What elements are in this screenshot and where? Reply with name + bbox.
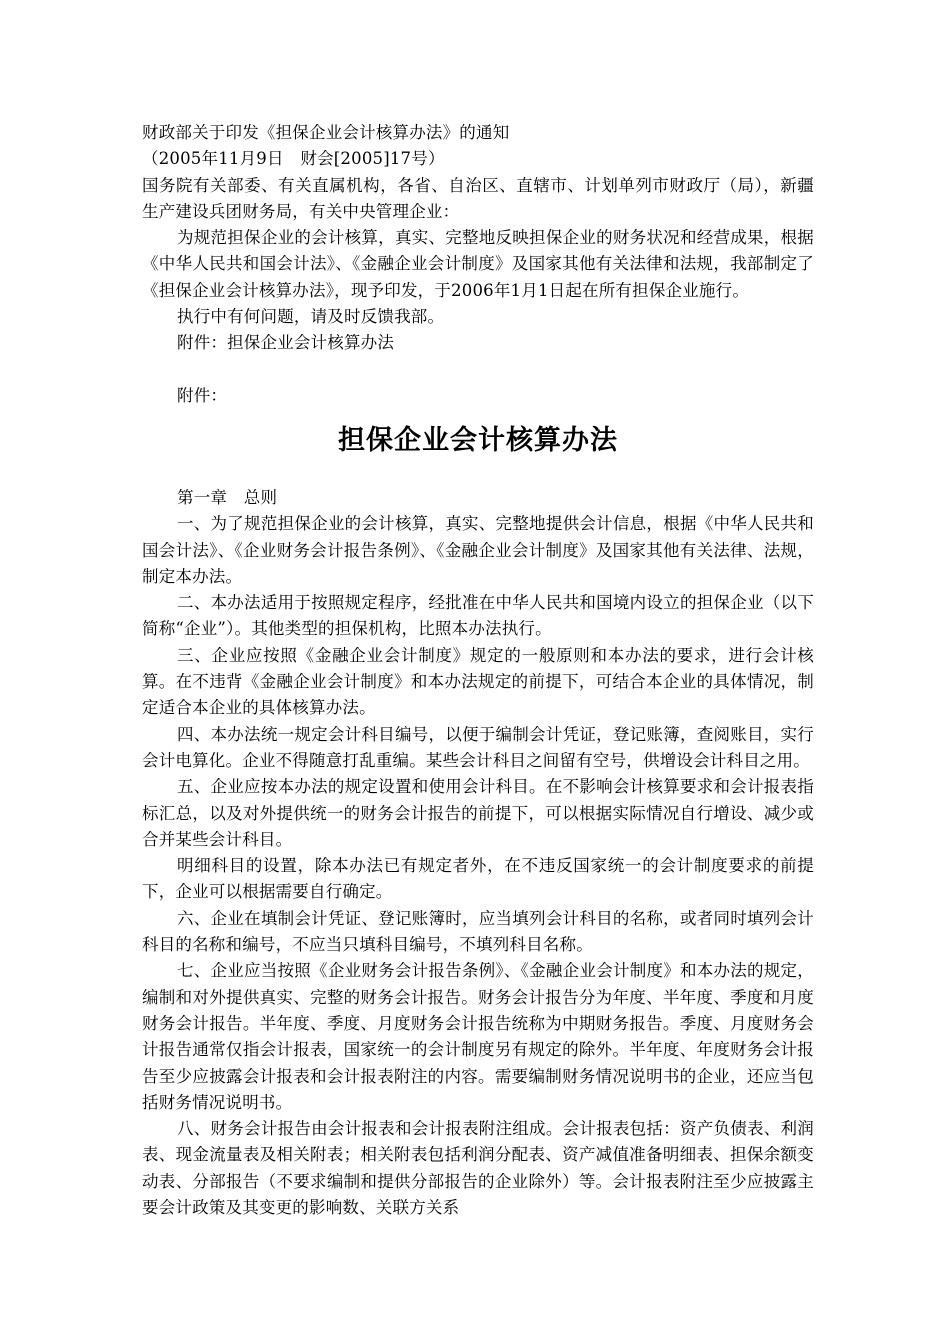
notice-body: 为规范担保企业的会计核算，真实、完整地反映担保企业的财务状况和经营成果，根据《中华人民共和国会计法》、《金融企业会计制度》及国家其他有关法律和法规，我部制定了《担保企业会计核算办法》，现予印发，于2006年1月1日起在所有担保企业施行。 [142,228,814,300]
article-paragraph: 明细科目的设置，除本办法已有规定者外，在不违反国家统一的会计制度要求的前提下，企业可以根据需要自行确定。 [142,856,814,902]
article-paragraph: 四、本办法统一规定会计科目编号，以便于编制会计凭证，登记账簿，查阅账目，实行会计电算化。企业不得随意打乱重编。某些会计科目之间留有空号，供增设会计科目之用。 [142,724,814,770]
article-paragraph: 三、企业应按照《金融企业会计制度》规定的一般原则和本办法的要求，进行会计核算。在不违背《金融企业会计制度》和本办法规定的前提下，可结合本企业的具体情况，制定适合本企业的具体核算办法。 [142,645,814,718]
document-page [142,120,814,1221]
notice-title: 财政部关于印发《担保企业会计核算办法》的通知 [142,123,510,142]
article-paragraph: 一、为了规范担保企业的会计核算，真实、完整地提供会计信息，根据《中华人民共和国会计法》、《企业财务会计报告条例》、《金融企业会计制度》及国家其他有关法律、法规，制定本办法。 [142,514,814,586]
article-paragraph: 八、财务会计报告由会计报表和会计报表附注组成。会计报表包括：资产负债表、利润表、现金流量表及相关附表；相关附表包括利润分配表、资产减值准备明细表、担保余额变动表、分部报告（不要求编制和提供分部报告的企业除外）等。会计报表附注至少应披露主要会计政策及其变更的影响数、关联方关系 [142,1119,814,1217]
notice-feedback: 执行中有何问题，请及时反馈我部。 [177,307,445,327]
notice-date-reference: （2005年11月9日 财会[2005]17号） [142,149,445,169]
article-paragraph: 七、企业应当按照《企业财务会计报告条例》、《金融企业会计制度》和本办法的规定，编制和对外提供真实、完整的财务会计报告。财务会计报告分为年度、半年度、季度和月度财务会计报告。半年度、季度、月度财务会计报告统称为中期财务报告。季度、月度财务会计报告通常仅指会计报表，国家统一的会计制度另有规定的除外。半年度、年度财务会计报告至少应披露会计报表和会计报表附注的内容。需要编制财务情况说明书的企业，还应当包括财务情况说明书。 [142,961,814,1112]
article-paragraph: 五、企业应按本办法的规定设置和使用会计科目。在不影响会计核算要求和会计报表指标汇总，以及对外提供统一的财务会计报告的前提下，可以根据实际情况自行增设、减少或合并某些会计科目。 [142,777,814,849]
article-paragraph: 六、企业在填制会计凭证、登记账簿时，应当填列会计科目的名称，或者同时填列会计科目的名称和编号，不应当只填科目编号，不填列科目名称。 [142,908,814,955]
notice-recipients: 国务院有关部委、有关直属机构，各省、自治区、直辖市、计划单列市财政厅（局），新疆生产建设兵团财务局，有关中央管理企业： [142,175,814,221]
article-paragraph: 二、本办法适用于按照规定程序，经批准在中华人民共和国境内设立的担保企业（以下简称“企业”）。其他类型的担保机构，比照本办法执行。 [142,593,814,639]
spacer [142,357,814,383]
notice-attachment-reference: 附件：担保企业会计核算办法 [177,333,395,353]
attachment-label: 附件： [177,385,228,405]
chapter-heading: 第一章 总则 [177,487,278,507]
document-title: 担保企业会计核算办法 [338,424,618,456]
